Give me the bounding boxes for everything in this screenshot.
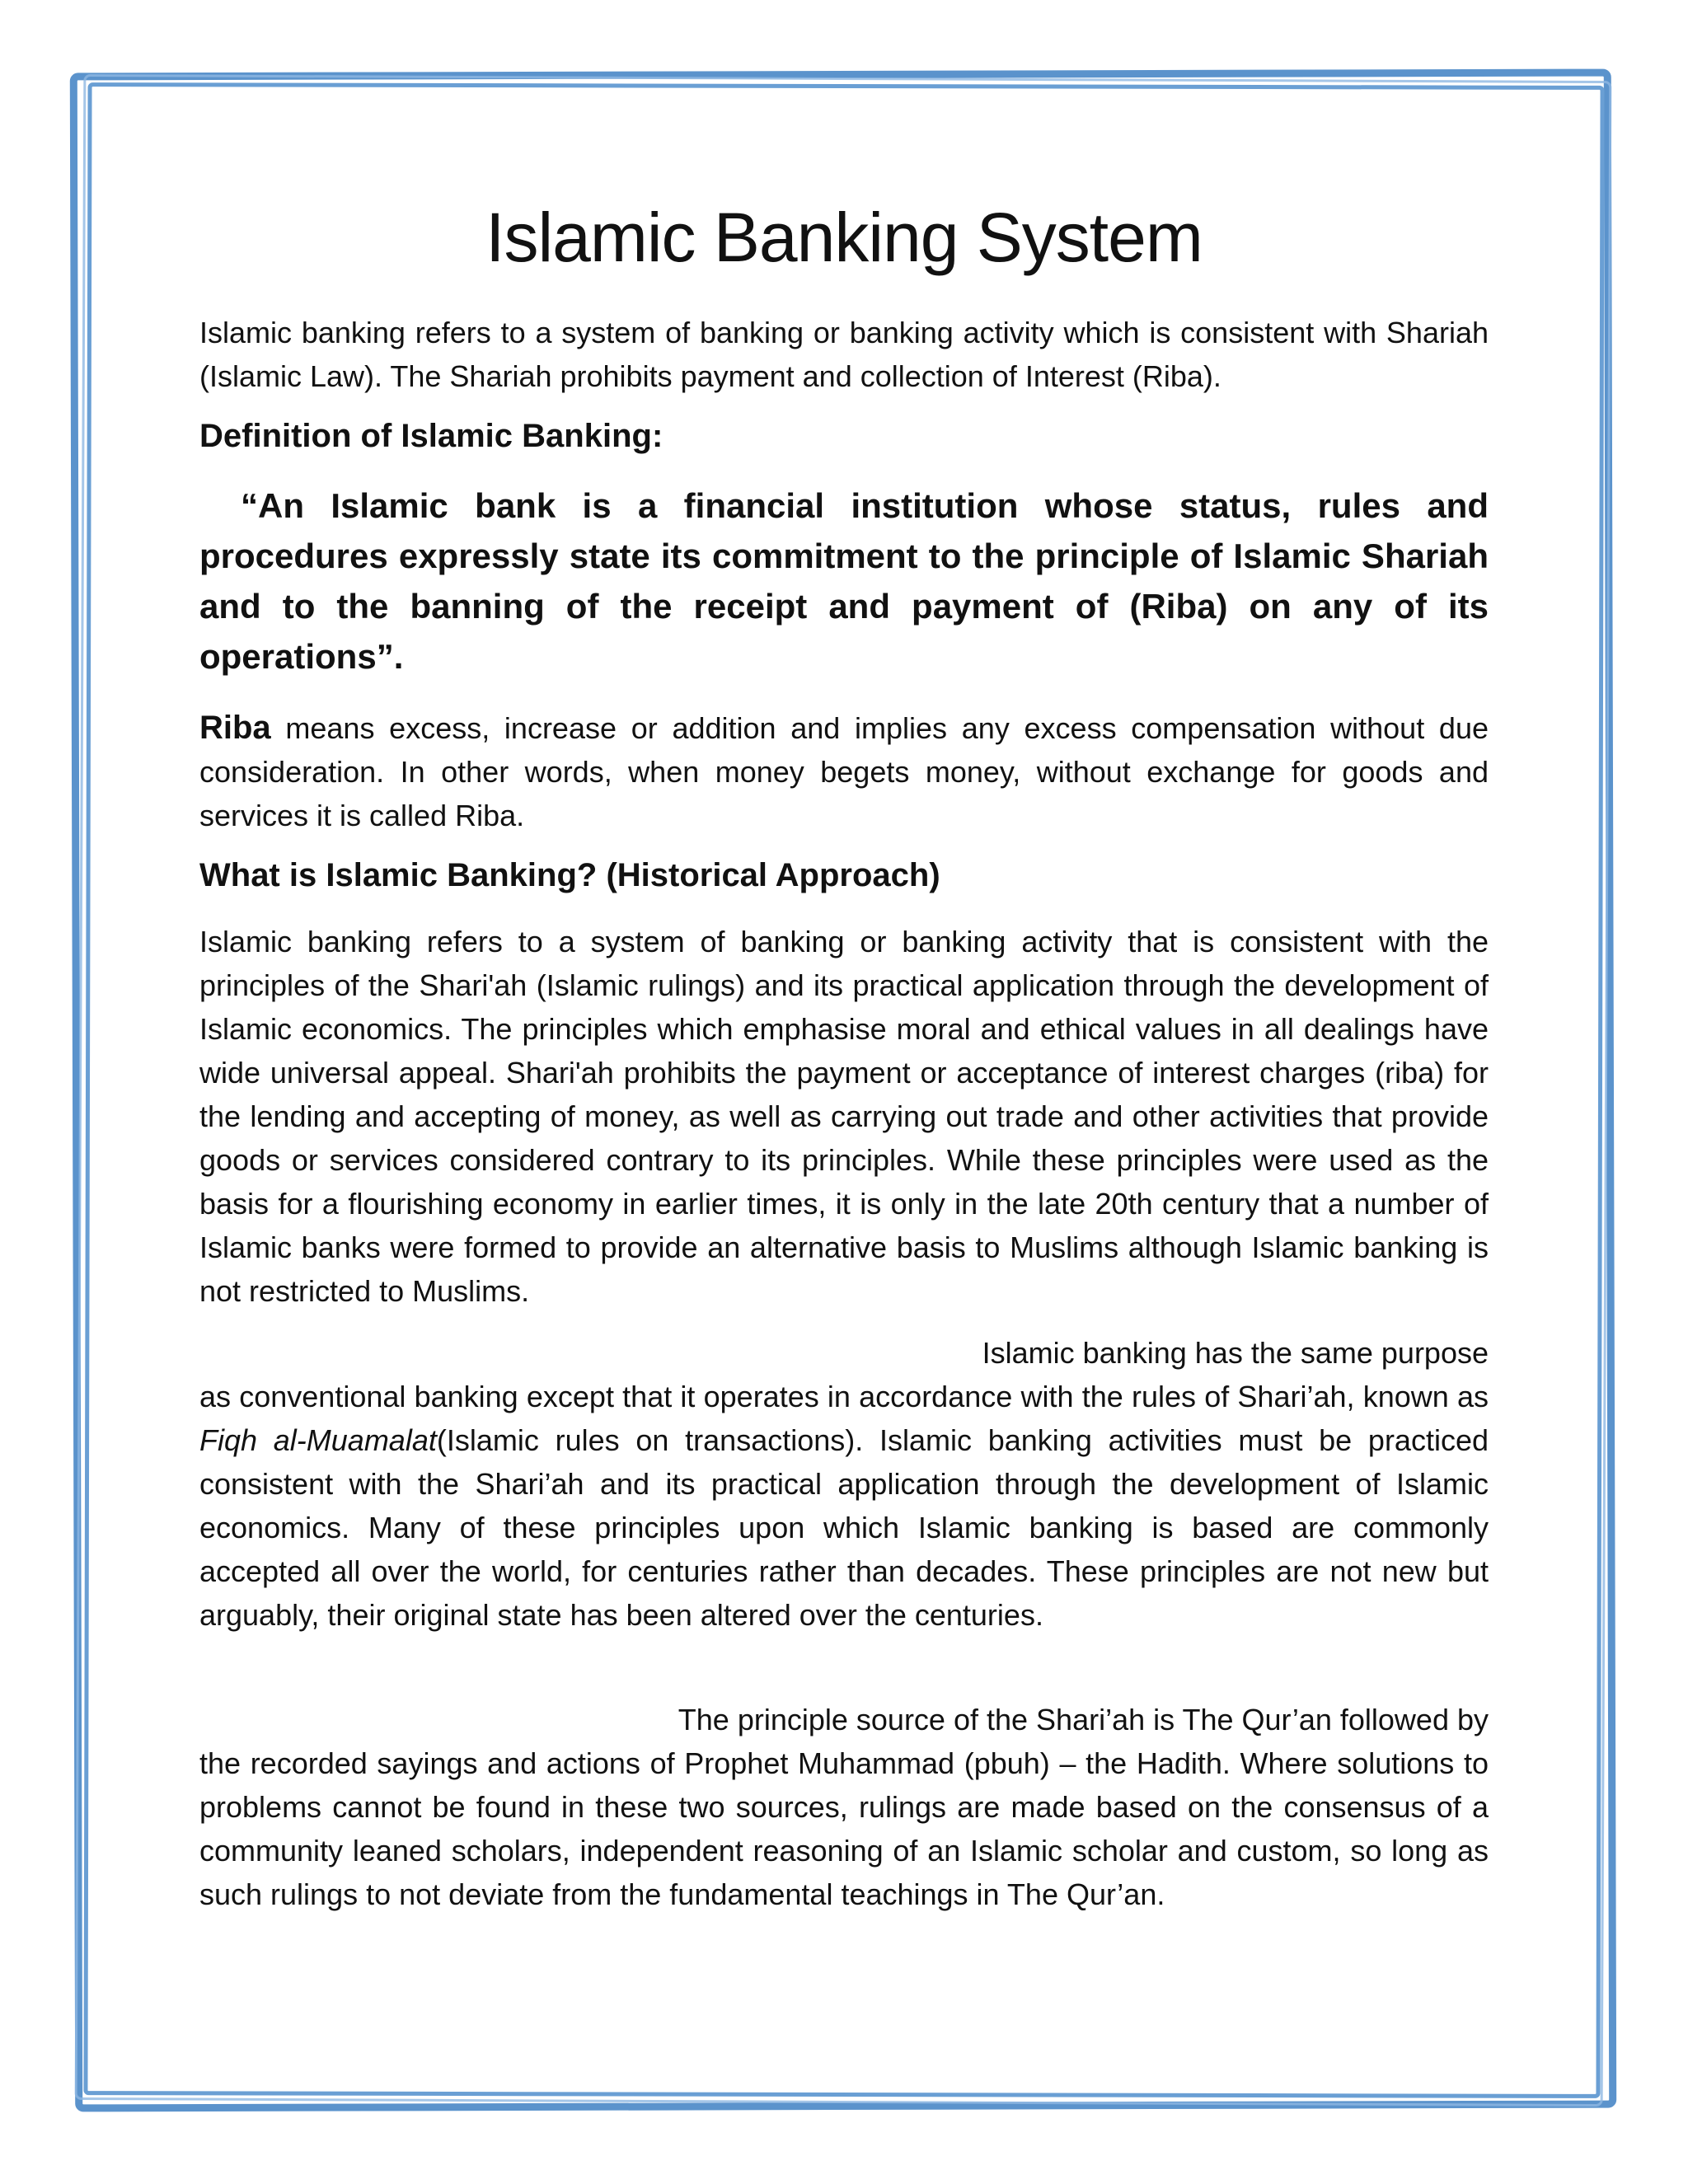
purpose-text-a: as conventional banking except that it operates in accordance with the rules of Shari’ah, known as xyxy=(199,1379,1489,1413)
historical-paragraph: Islamic banking refers to a system of banking or banking activity that is consistent with the principles of the Shari'ah (Islamic rulings) and its practical application through the development of Islamic economics. The principles which emphasise moral and ethical values in all dealings have wide universal appeal. Shari'ah prohibits the payment or acceptance of interest charges (riba) for the lending and accepting of money, as well as carrying out trade and other activities that provide goods or services considered contrary to its principles. While these principles were used as the basis for a flourishing economy in earlier times, it is only in the late 20th century that a number of Islamic banks were formed to provide an alternative basis to Muslims although Islamic banking is not restricted to Muslims. xyxy=(199,924,1489,1308)
purpose-text-b: (Islamic rules on transactions). Islamic banking activities must be practiced consistent with the Shari’ah and its practical application through the development of Islamic economics. Many of these principles upon which Islamic banking is based are commonly accepted all over the world, for centuries rather than decades. These principles are not new but arguably, their original state has been altered over the centuries. xyxy=(199,1422,1489,1632)
document-body xyxy=(199,198,1489,1934)
source-first-line: The principle source of the Shari’ah is The Qur’an followed by xyxy=(678,1702,1489,1736)
purpose-first-line: Islamic banking has the same purpose xyxy=(982,1335,1489,1370)
spacer xyxy=(199,1655,1489,1698)
intro-paragraph: Islamic banking refers to a system of banking or banking activity which is consistent with Shariah (Islamic Law). The Shariah prohibits payment and collection of Interest (Riba). xyxy=(199,315,1489,393)
purpose-body xyxy=(199,1375,1489,1637)
document-title: Islamic Banking System xyxy=(485,199,1203,276)
fiqh-term: Fiqh al-Muamalat xyxy=(199,1422,437,1457)
riba-paragraph xyxy=(199,706,1489,837)
definition-heading: Definition of Islamic Banking: xyxy=(199,417,663,454)
purpose-paragraph xyxy=(199,1331,1489,1637)
riba-definition: means excess, increase or addition and implies any excess compensation without due consideration. In other words, when money begets money, without exchange for goods and services it is called Riba. xyxy=(199,710,1489,832)
riba-term: Riba xyxy=(199,709,271,746)
definition-quote: “An Islamic bank is a financial institution whose status, rules and procedures expressly state its commitment to the principle of Islamic Shariah and to the banning of the receipt and payment of (Riba) on any of its operations”. xyxy=(199,485,1489,676)
source-body: the recorded sayings and actions of Prophet Muhammad (pbuh) – the Hadith. Where solutions to problems cannot be found in these two sources, rulings are made based on the consensus of a community leaned scholars, independent reasoning of an Islamic scholar and custom, so long as such rulings to not deviate from the fundamental teachings in The Qur’an. xyxy=(199,1746,1489,1911)
historical-heading: What is Islamic Banking? (Historical Approach) xyxy=(199,856,940,893)
source-paragraph xyxy=(199,1698,1489,1916)
